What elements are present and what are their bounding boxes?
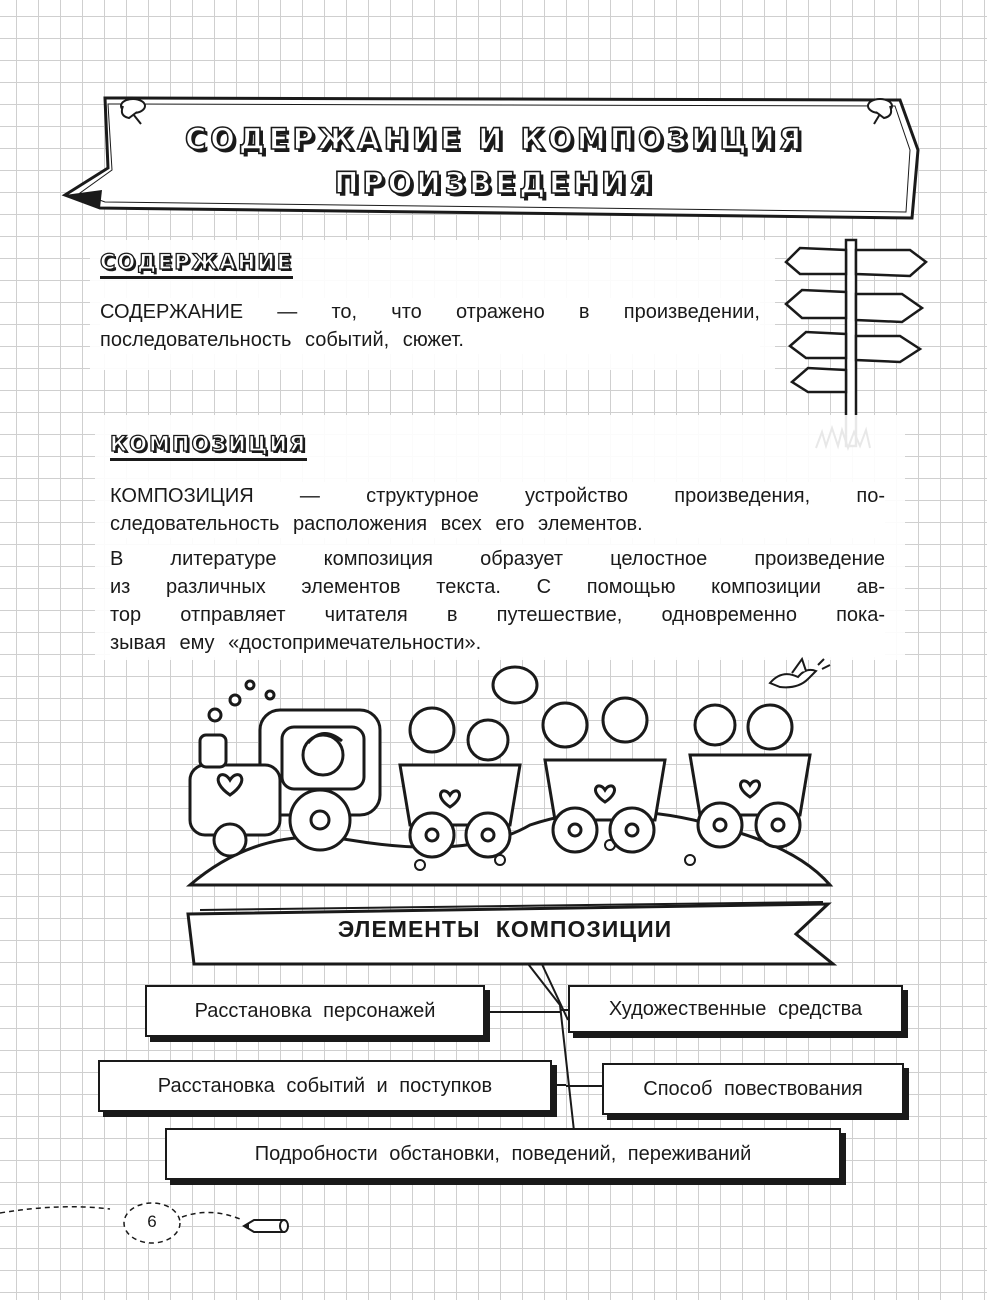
composition-paragraph-line: зывая ему «достопримечательности». [110,629,885,657]
element-setting-details: Подробности обстановки, поведений, переживаний [165,1128,841,1180]
composition-paragraph-line: В литературе композиция образует целостное произведение [110,545,885,573]
composition-paragraph-line: тор отправляет читателя в путешествие, одновременно пока- [110,601,885,629]
page-title: СОДЕРЖАНИЕ И КОМПОЗИЦИЯ [184,122,806,156]
content-heading: СОДЕРЖАНИЕ [100,250,293,279]
pencil-icon [240,1212,292,1240]
composition-paragraph-line: КОМПОЗИЦИЯ — структурное устройство произведения, по- [110,482,885,510]
element-artistic-means: Художественные средства [568,985,903,1033]
diagram-banner-title: ЭЛЕМЕНТЫ КОМПОЗИЦИИ [337,916,673,942]
composition-paragraph-line: из различных элементов текста. С помощью композиции ав- [110,573,885,601]
content-definition-line: последовательность событий, сюжет. [100,326,760,354]
page-number: 6 [147,1212,157,1231]
composition-heading: КОМПОЗИЦИЯ [110,432,307,461]
content-definition-line: СОДЕРЖАНИЕ — то, что отражено в произведении, [100,298,760,326]
element-events-arrangement: Расстановка событий и поступков [98,1060,552,1112]
element-characters-arrangement: Расстановка персонажей [145,985,485,1037]
composition-paragraph-line: следовательность расположения всех его элементов. [110,510,885,538]
page-title-continued: ПРОИЗВЕДЕНИЯ [334,166,656,200]
element-narration-method: Способ повествования [602,1063,904,1115]
